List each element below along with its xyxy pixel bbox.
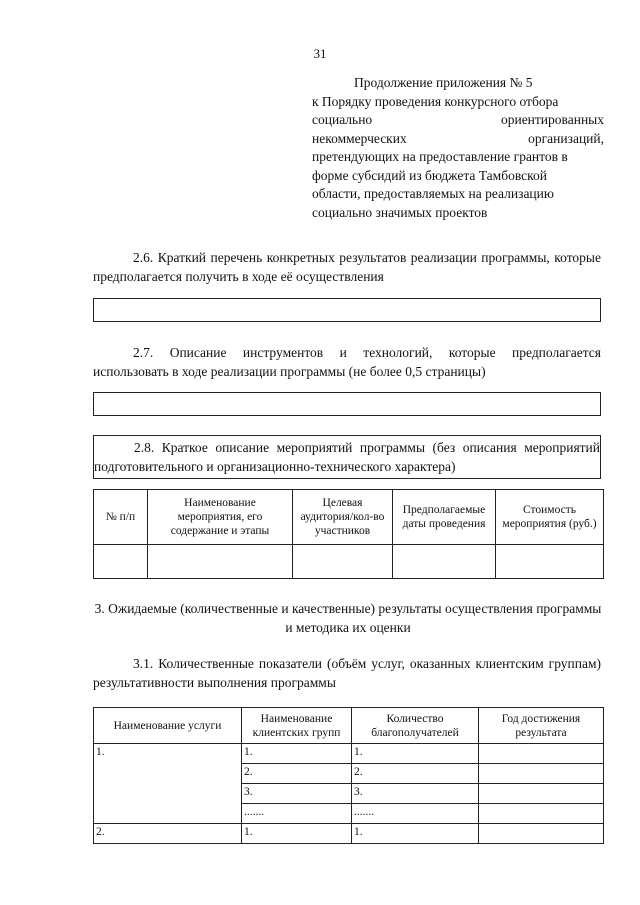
table-header-row	[94, 708, 604, 744]
beneficiaries-cell[interactable]: 1.	[352, 744, 479, 764]
appendix-word: некоммерческих	[312, 130, 407, 146]
appendix-line	[312, 111, 604, 130]
appendix-line: к Порядку проведения конкурсного отбора	[312, 93, 559, 109]
table-cell[interactable]	[393, 545, 496, 579]
table-header: Целевая аудитория/кол-во участников	[293, 490, 393, 545]
table-row	[94, 545, 604, 579]
table-header: Стоимость мероприятия (руб.)	[496, 490, 604, 545]
year-cell[interactable]	[479, 764, 604, 784]
tools-input-box[interactable]	[93, 392, 601, 416]
year-cell[interactable]	[479, 744, 604, 764]
table-row	[94, 744, 604, 764]
beneficiaries-cell[interactable]: 1.	[352, 824, 479, 844]
section-2-6-text: 2.6. Краткий перечень конкретных результатов реализации программы, которые предполагается получить в ходе её осуществления	[93, 250, 601, 284]
beneficiaries-cell[interactable]: .......	[352, 804, 479, 824]
year-cell[interactable]	[479, 804, 604, 824]
services-table	[93, 707, 604, 844]
year-cell[interactable]	[479, 824, 604, 844]
appendix-header	[312, 74, 604, 222]
table-header: № п/п	[94, 490, 148, 545]
table-row	[94, 824, 604, 844]
table-cell[interactable]	[293, 545, 393, 579]
table-header: Год достижения результата	[479, 708, 604, 744]
section-2-7-text: 2.7. Описание инструментов и технологий, которые предполагается использовать в ходе реализации программы (не более 0,5 страницы)	[93, 345, 601, 379]
appendix-line: претендующих на предоставление грантов в	[312, 149, 568, 164]
table-header: Количество благополучателей	[352, 708, 479, 744]
section-2-8-box: 2.8. Краткое описание мероприятий программы (без описания мероприятий подготовительного и организационно-технического характера)	[93, 435, 601, 479]
group-cell[interactable]: 2.	[242, 764, 352, 784]
table-header: Предполагаемые даты проведения	[393, 490, 496, 545]
events-table	[93, 489, 604, 579]
table-header: Наименование мероприятия, его содержание и этапы	[148, 490, 293, 545]
year-cell[interactable]	[479, 784, 604, 804]
section-3-1-text: 3.1. Количественные показатели (объём услуг, оказанных клиентским группам) результативности выполнения программы	[93, 656, 601, 690]
group-cell[interactable]: 3.	[242, 784, 352, 804]
beneficiaries-cell[interactable]: 2.	[352, 764, 479, 784]
appendix-line: социально значимых проектов	[312, 204, 488, 220]
table-cell[interactable]	[94, 545, 148, 579]
service-cell[interactable]: 1.	[94, 744, 242, 824]
beneficiaries-cell[interactable]: 3.	[352, 784, 479, 804]
appendix-line: области, предоставляемых на реализацию	[312, 186, 554, 201]
appendix-word: организаций,	[528, 130, 604, 146]
group-cell[interactable]: 1.	[242, 744, 352, 764]
appendix-word: социально	[312, 112, 373, 127]
results-input-box[interactable]	[93, 298, 601, 322]
group-cell[interactable]: 1.	[242, 824, 352, 844]
appendix-line: Продолжение приложения № 5	[354, 75, 533, 90]
section-3-title: 3. Ожидаемые (количественные и качественные) результаты осуществления программы и методика их оценки	[94, 601, 602, 635]
appendix-line	[312, 130, 604, 149]
group-cell[interactable]: .......	[242, 804, 352, 824]
appendix-line: форме субсидий из бюджета Тамбовской	[312, 167, 547, 183]
page-number: 31	[313, 46, 327, 61]
service-cell[interactable]: 2.	[94, 824, 242, 844]
table-header-row	[94, 490, 604, 545]
table-header: Наименование клиентских групп	[242, 708, 352, 744]
table-cell[interactable]	[496, 545, 604, 579]
table-cell[interactable]	[148, 545, 293, 579]
appendix-word: ориентированных	[500, 112, 604, 127]
table-header: Наименование услуги	[94, 708, 242, 744]
